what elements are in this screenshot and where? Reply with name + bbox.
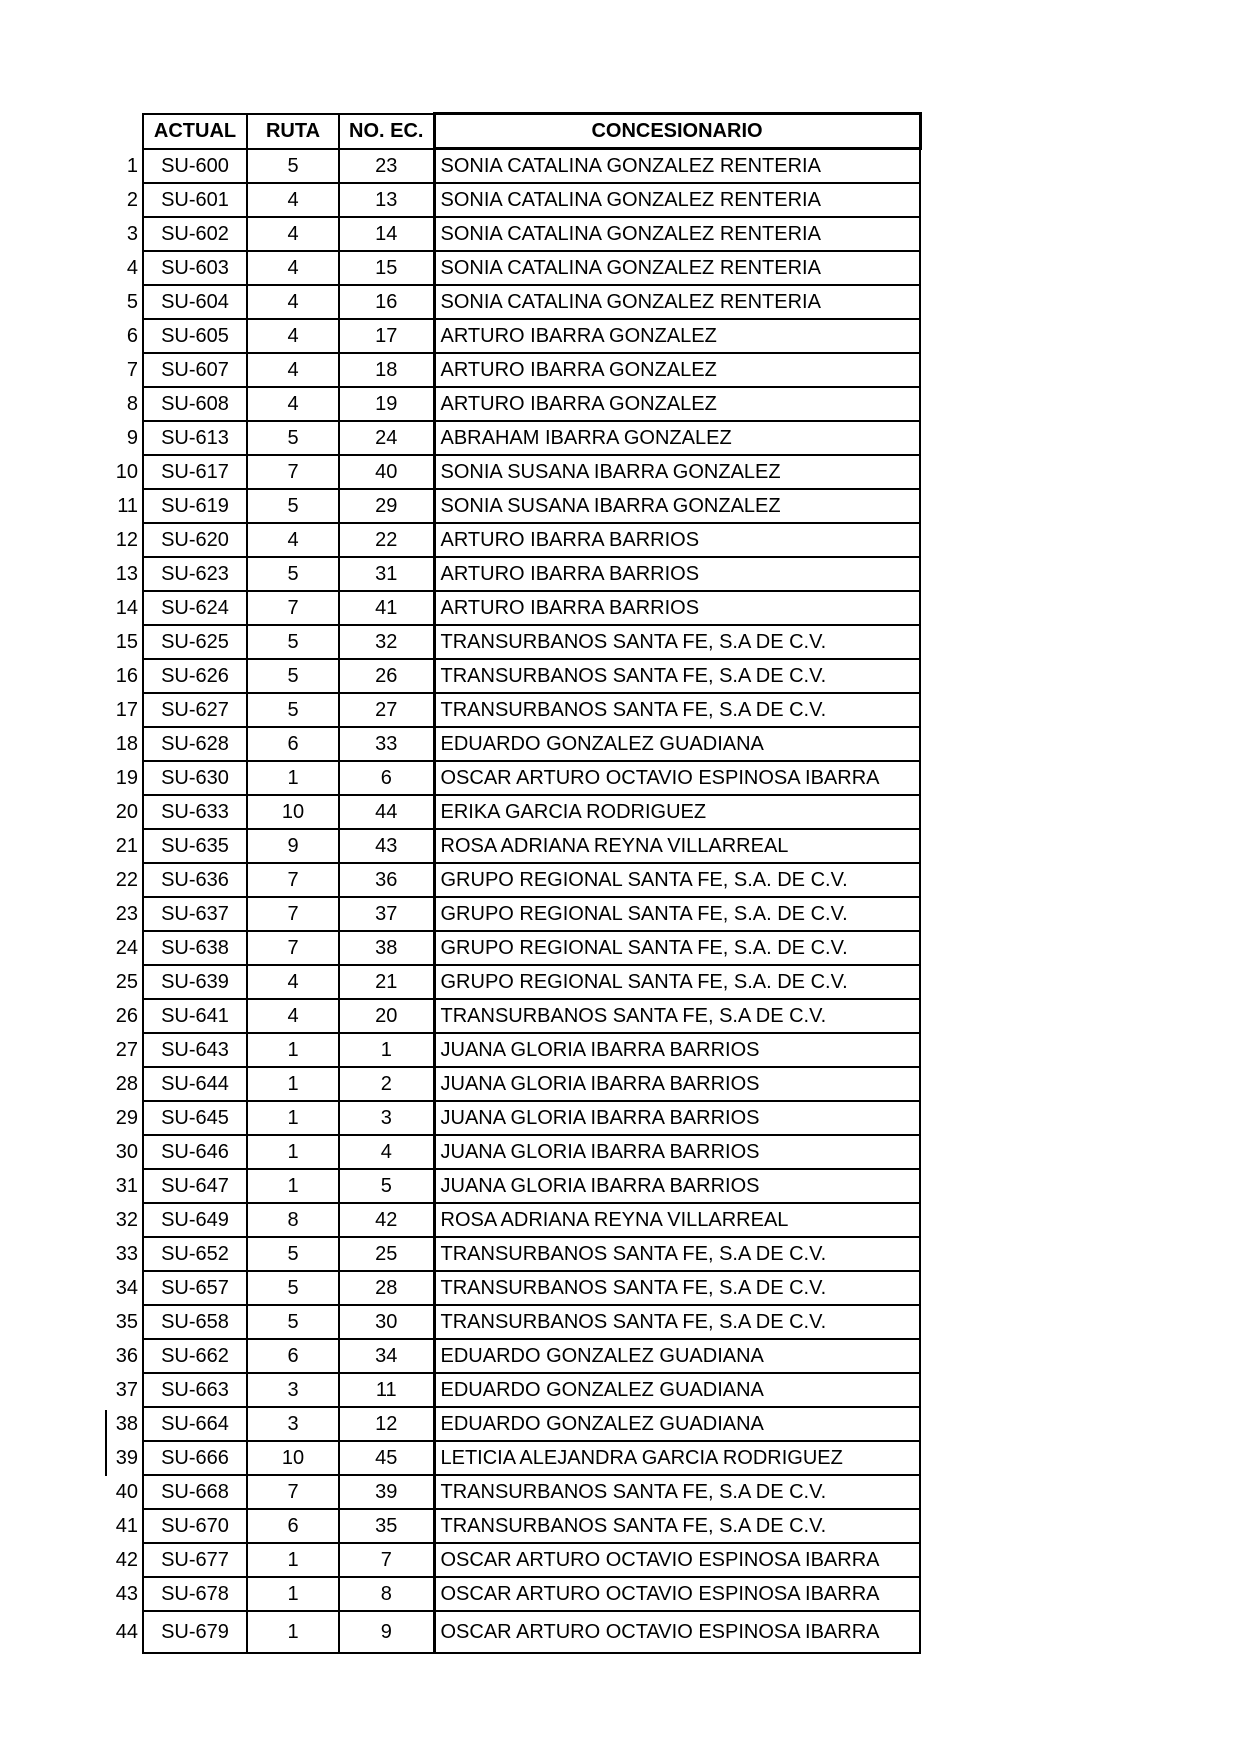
cell-no-ec: 1 <box>339 1033 434 1067</box>
cell-no-ec: 24 <box>339 421 434 455</box>
cell-no-ec: 22 <box>339 523 434 557</box>
cell-ruta: 1 <box>247 1543 339 1577</box>
cell-concesionario: JUANA GLORIA IBARRA BARRIOS <box>434 1067 920 1101</box>
row-number: 34 <box>115 1277 138 1299</box>
cell-actual: SU-613 <box>143 421 247 455</box>
cell-actual: SU-600 <box>143 149 247 184</box>
cell-actual: SU-641 <box>143 999 247 1033</box>
row-number: 23 <box>115 903 138 925</box>
cell-ruta: 7 <box>247 863 339 897</box>
row-number: 26 <box>115 1005 138 1027</box>
cell-no-ec: 38 <box>339 931 434 965</box>
cell-actual: SU-637 <box>143 897 247 931</box>
row-number: 5 <box>126 291 138 313</box>
row-number: 6 <box>126 325 138 347</box>
cell-concesionario: ARTURO IBARRA GONZALEZ <box>434 387 920 421</box>
cell-no-ec: 19 <box>339 387 434 421</box>
table-row <box>105 1237 920 1271</box>
cell-concesionario: SONIA CATALINA GONZALEZ RENTERIA <box>434 217 920 251</box>
cell-no-ec: 3 <box>339 1101 434 1135</box>
cell-actual: SU-605 <box>143 319 247 353</box>
cell-no-ec: 7 <box>339 1543 434 1577</box>
cell-ruta: 10 <box>247 795 339 829</box>
table-row <box>105 217 920 251</box>
cell-no-ec: 9 <box>339 1611 434 1653</box>
table-row <box>105 897 920 931</box>
cell-no-ec: 32 <box>339 625 434 659</box>
cell-actual: SU-633 <box>143 795 247 829</box>
table-row <box>105 659 920 693</box>
table-row <box>105 353 920 387</box>
cell-ruta: 4 <box>247 999 339 1033</box>
row-number: 41 <box>115 1515 138 1537</box>
cell-ruta: 5 <box>247 693 339 727</box>
header-no-ec: NO. EC. <box>339 114 434 149</box>
cell-no-ec: 43 <box>339 829 434 863</box>
cell-ruta: 5 <box>247 1237 339 1271</box>
cell-no-ec: 26 <box>339 659 434 693</box>
cell-concesionario: TRANSURBANOS SANTA FE, S.A DE C.V. <box>434 1305 920 1339</box>
cell-ruta: 9 <box>247 829 339 863</box>
cell-concesionario: ARTURO IBARRA BARRIOS <box>434 591 920 625</box>
cell-ruta: 4 <box>247 965 339 999</box>
cell-concesionario: ARTURO IBARRA BARRIOS <box>434 557 920 591</box>
cell-ruta: 5 <box>247 489 339 523</box>
cell-concesionario: LETICIA ALEJANDRA GARCIA RODRIGUEZ <box>434 1441 920 1475</box>
row-number: 31 <box>115 1175 138 1197</box>
cell-concesionario: JUANA GLORIA IBARRA BARRIOS <box>434 1033 920 1067</box>
table-row <box>105 149 920 184</box>
cell-ruta: 1 <box>247 1135 339 1169</box>
cell-ruta: 5 <box>247 625 339 659</box>
cell-concesionario: ABRAHAM IBARRA GONZALEZ <box>434 421 920 455</box>
cell-no-ec: 23 <box>339 149 434 184</box>
cell-ruta: 7 <box>247 1475 339 1509</box>
cell-ruta: 6 <box>247 727 339 761</box>
cell-ruta: 1 <box>247 761 339 795</box>
cell-concesionario: SONIA CATALINA GONZALEZ RENTERIA <box>434 183 920 217</box>
cell-concesionario: OSCAR ARTURO OCTAVIO ESPINOSA IBARRA <box>434 1543 920 1577</box>
row-number: 42 <box>115 1549 138 1571</box>
header-row <box>105 114 920 149</box>
table-row <box>105 1543 920 1577</box>
cell-concesionario: SONIA SUSANA IBARRA GONZALEZ <box>434 489 920 523</box>
table-row <box>105 1475 920 1509</box>
row-number: 24 <box>115 937 138 959</box>
cell-ruta: 3 <box>247 1407 339 1441</box>
cell-actual: SU-664 <box>143 1407 247 1441</box>
cell-no-ec: 35 <box>339 1509 434 1543</box>
cell-no-ec: 40 <box>339 455 434 489</box>
cell-concesionario: ERIKA GARCIA RODRIGUEZ <box>434 795 920 829</box>
cell-ruta: 1 <box>247 1577 339 1611</box>
row-number: 13 <box>115 563 138 585</box>
cell-ruta: 10 <box>247 1441 339 1475</box>
table-row <box>105 1373 920 1407</box>
cell-concesionario: TRANSURBANOS SANTA FE, S.A DE C.V. <box>434 1237 920 1271</box>
cell-ruta: 1 <box>247 1067 339 1101</box>
cell-concesionario: EDUARDO GONZALEZ GUADIANA <box>434 1407 920 1441</box>
cell-concesionario: TRANSURBANOS SANTA FE, S.A DE C.V. <box>434 693 920 727</box>
cell-no-ec: 16 <box>339 285 434 319</box>
cell-ruta: 1 <box>247 1101 339 1135</box>
row-number: 7 <box>126 359 138 381</box>
cell-actual: SU-643 <box>143 1033 247 1067</box>
row-number: 1 <box>126 154 138 177</box>
row-number: 43 <box>115 1583 138 1605</box>
cell-ruta: 4 <box>247 387 339 421</box>
cell-no-ec: 6 <box>339 761 434 795</box>
table-row <box>105 829 920 863</box>
concession-table <box>105 112 922 1654</box>
row-number: 21 <box>115 835 138 857</box>
cell-actual: SU-601 <box>143 183 247 217</box>
cell-actual: SU-638 <box>143 931 247 965</box>
cell-concesionario: TRANSURBANOS SANTA FE, S.A DE C.V. <box>434 659 920 693</box>
header-ruta: RUTA <box>247 114 339 149</box>
table-row <box>105 931 920 965</box>
cell-no-ec: 12 <box>339 1407 434 1441</box>
cell-no-ec: 27 <box>339 693 434 727</box>
row-number: 12 <box>115 529 138 551</box>
cell-actual: SU-636 <box>143 863 247 897</box>
cell-ruta: 5 <box>247 421 339 455</box>
cell-ruta: 5 <box>247 557 339 591</box>
cell-concesionario: TRANSURBANOS SANTA FE, S.A DE C.V. <box>434 1475 920 1509</box>
cell-no-ec: 2 <box>339 1067 434 1101</box>
table-row <box>105 1169 920 1203</box>
cell-concesionario: TRANSURBANOS SANTA FE, S.A DE C.V. <box>434 999 920 1033</box>
cell-concesionario: GRUPO REGIONAL SANTA FE, S.A. DE C.V. <box>434 897 920 931</box>
cell-actual: SU-658 <box>143 1305 247 1339</box>
cell-ruta: 7 <box>247 931 339 965</box>
table-row <box>105 1135 920 1169</box>
table-row <box>105 523 920 557</box>
table-row <box>105 863 920 897</box>
table-row <box>105 489 920 523</box>
cell-no-ec: 13 <box>339 183 434 217</box>
cell-no-ec: 21 <box>339 965 434 999</box>
cell-concesionario: SONIA CATALINA GONZALEZ RENTERIA <box>434 251 920 285</box>
table-row <box>105 1577 920 1611</box>
cell-concesionario: EDUARDO GONZALEZ GUADIANA <box>434 727 920 761</box>
table-row <box>105 251 920 285</box>
cell-ruta: 1 <box>247 1169 339 1203</box>
table-row <box>105 591 920 625</box>
header-actual: ACTUAL <box>143 114 247 149</box>
table-row <box>105 183 920 217</box>
cell-concesionario: GRUPO REGIONAL SANTA FE, S.A. DE C.V. <box>434 965 920 999</box>
cell-ruta: 6 <box>247 1509 339 1543</box>
cell-ruta: 3 <box>247 1373 339 1407</box>
cell-actual: SU-608 <box>143 387 247 421</box>
table-row <box>105 1509 920 1543</box>
cell-actual: SU-617 <box>143 455 247 489</box>
cell-ruta: 1 <box>247 1033 339 1067</box>
cell-concesionario: TRANSURBANOS SANTA FE, S.A DE C.V. <box>434 1271 920 1305</box>
cell-concesionario: OSCAR ARTURO OCTAVIO ESPINOSA IBARRA <box>434 761 920 795</box>
cell-ruta: 8 <box>247 1203 339 1237</box>
row-number: 9 <box>126 427 138 449</box>
row-number: 22 <box>115 869 138 891</box>
cell-actual: SU-662 <box>143 1339 247 1373</box>
table-row <box>105 1339 920 1373</box>
cell-concesionario: EDUARDO GONZALEZ GUADIANA <box>434 1373 920 1407</box>
row-number: 28 <box>115 1073 138 1095</box>
table-row <box>105 795 920 829</box>
cell-ruta: 5 <box>247 659 339 693</box>
cell-actual: SU-624 <box>143 591 247 625</box>
cell-actual: SU-635 <box>143 829 247 863</box>
cell-no-ec: 8 <box>339 1577 434 1611</box>
cell-concesionario: SONIA SUSANA IBARRA GONZALEZ <box>434 455 920 489</box>
cell-no-ec: 39 <box>339 1475 434 1509</box>
cell-no-ec: 42 <box>339 1203 434 1237</box>
row-number: 2 <box>126 189 138 211</box>
cell-concesionario: OSCAR ARTURO OCTAVIO ESPINOSA IBARRA <box>434 1577 920 1611</box>
row-number: 35 <box>115 1311 138 1333</box>
row-number: 17 <box>115 699 138 721</box>
cell-concesionario: ROSA ADRIANA REYNA VILLARREAL <box>434 1203 920 1237</box>
table-row <box>105 1611 920 1653</box>
table-row <box>105 999 920 1033</box>
cell-actual: SU-620 <box>143 523 247 557</box>
row-number: 14 <box>115 597 138 619</box>
cell-ruta: 4 <box>247 319 339 353</box>
cell-no-ec: 44 <box>339 795 434 829</box>
cell-no-ec: 4 <box>339 1135 434 1169</box>
table-row <box>105 625 920 659</box>
cell-concesionario: JUANA GLORIA IBARRA BARRIOS <box>434 1169 920 1203</box>
row-number: 27 <box>115 1039 138 1061</box>
row-number: 20 <box>115 801 138 823</box>
cell-no-ec: 41 <box>339 591 434 625</box>
table-row <box>105 285 920 319</box>
cell-no-ec: 33 <box>339 727 434 761</box>
row-number: 40 <box>115 1481 138 1503</box>
row-number: 19 <box>115 767 138 789</box>
cell-ruta: 4 <box>247 217 339 251</box>
cell-actual: SU-652 <box>143 1237 247 1271</box>
table-row <box>105 387 920 421</box>
row-number: 36 <box>115 1345 138 1367</box>
cell-actual: SU-649 <box>143 1203 247 1237</box>
header-concesionario: CONCESIONARIO <box>434 114 920 149</box>
cell-concesionario: JUANA GLORIA IBARRA BARRIOS <box>434 1135 920 1169</box>
row-number: 29 <box>115 1107 138 1129</box>
cell-ruta: 5 <box>247 149 339 184</box>
cell-no-ec: 28 <box>339 1271 434 1305</box>
cell-no-ec: 36 <box>339 863 434 897</box>
table-row <box>105 1067 920 1101</box>
cell-actual: SU-623 <box>143 557 247 591</box>
cell-actual: SU-677 <box>143 1543 247 1577</box>
cell-actual: SU-603 <box>143 251 247 285</box>
row-number: 38 <box>115 1413 138 1435</box>
cell-ruta: 4 <box>247 285 339 319</box>
cell-ruta: 5 <box>247 1271 339 1305</box>
table-row <box>105 421 920 455</box>
row-number: 10 <box>115 461 138 483</box>
cell-no-ec: 31 <box>339 557 434 591</box>
cell-concesionario: SONIA CATALINA GONZALEZ RENTERIA <box>434 149 920 184</box>
row-number: 33 <box>115 1243 138 1265</box>
cell-concesionario: ARTURO IBARRA BARRIOS <box>434 523 920 557</box>
cell-no-ec: 30 <box>339 1305 434 1339</box>
row-number: 4 <box>126 257 138 279</box>
row-number: 30 <box>115 1141 138 1163</box>
cell-actual: SU-663 <box>143 1373 247 1407</box>
cell-ruta: 4 <box>247 523 339 557</box>
table-row <box>105 727 920 761</box>
cell-actual: SU-607 <box>143 353 247 387</box>
cell-actual: SU-627 <box>143 693 247 727</box>
cell-ruta: 4 <box>247 251 339 285</box>
row-number: 15 <box>115 631 138 653</box>
table-row <box>105 1271 920 1305</box>
cell-ruta: 5 <box>247 1305 339 1339</box>
cell-concesionario: EDUARDO GONZALEZ GUADIANA <box>434 1339 920 1373</box>
table-row <box>105 693 920 727</box>
table-row <box>105 965 920 999</box>
cell-actual: SU-630 <box>143 761 247 795</box>
cell-actual: SU-666 <box>143 1441 247 1475</box>
row-number: 11 <box>117 495 138 517</box>
cell-no-ec: 15 <box>339 251 434 285</box>
table-row <box>105 319 920 353</box>
cell-actual: SU-639 <box>143 965 247 999</box>
cell-ruta: 7 <box>247 591 339 625</box>
cell-concesionario: SONIA CATALINA GONZALEZ RENTERIA <box>434 285 920 319</box>
cell-concesionario: TRANSURBANOS SANTA FE, S.A DE C.V. <box>434 625 920 659</box>
cell-actual: SU-626 <box>143 659 247 693</box>
cell-no-ec: 14 <box>339 217 434 251</box>
cell-actual: SU-628 <box>143 727 247 761</box>
row-number: 44 <box>115 1621 138 1643</box>
cell-actual: SU-602 <box>143 217 247 251</box>
cell-concesionario: ROSA ADRIANA REYNA VILLARREAL <box>434 829 920 863</box>
row-number-header <box>105 114 143 149</box>
cell-actual: SU-604 <box>143 285 247 319</box>
table-row <box>105 1407 920 1441</box>
cell-no-ec: 11 <box>339 1373 434 1407</box>
row-number: 18 <box>115 733 138 755</box>
cell-actual: SU-625 <box>143 625 247 659</box>
cell-no-ec: 25 <box>339 1237 434 1271</box>
cell-concesionario: GRUPO REGIONAL SANTA FE, S.A. DE C.V. <box>434 863 920 897</box>
cell-actual: SU-678 <box>143 1577 247 1611</box>
cell-actual: SU-668 <box>143 1475 247 1509</box>
cell-no-ec: 34 <box>339 1339 434 1373</box>
cell-concesionario: JUANA GLORIA IBARRA BARRIOS <box>434 1101 920 1135</box>
cell-no-ec: 45 <box>339 1441 434 1475</box>
table-row <box>105 761 920 795</box>
table-row <box>105 1441 920 1475</box>
cell-no-ec: 17 <box>339 319 434 353</box>
cell-ruta: 7 <box>247 455 339 489</box>
row-number: 39 <box>115 1447 138 1469</box>
cell-actual: SU-619 <box>143 489 247 523</box>
cell-ruta: 6 <box>247 1339 339 1373</box>
cell-no-ec: 37 <box>339 897 434 931</box>
cell-actual: SU-657 <box>143 1271 247 1305</box>
cell-actual: SU-646 <box>143 1135 247 1169</box>
table-row <box>105 455 920 489</box>
table-row <box>105 1203 920 1237</box>
table-row <box>105 1033 920 1067</box>
cell-no-ec: 18 <box>339 353 434 387</box>
cell-ruta: 4 <box>247 183 339 217</box>
cell-actual: SU-644 <box>143 1067 247 1101</box>
cell-no-ec: 20 <box>339 999 434 1033</box>
cell-ruta: 1 <box>247 1611 339 1653</box>
table-row <box>105 557 920 591</box>
table-row <box>105 1101 920 1135</box>
cell-actual: SU-670 <box>143 1509 247 1543</box>
row-number: 16 <box>115 665 138 687</box>
cell-no-ec: 5 <box>339 1169 434 1203</box>
row-number: 37 <box>115 1379 138 1401</box>
cell-actual: SU-645 <box>143 1101 247 1135</box>
table-row <box>105 1305 920 1339</box>
row-number: 25 <box>115 971 138 993</box>
cell-actual: SU-679 <box>143 1611 247 1653</box>
row-number: 32 <box>115 1209 138 1231</box>
cell-actual: SU-647 <box>143 1169 247 1203</box>
cell-concesionario: TRANSURBANOS SANTA FE, S.A DE C.V. <box>434 1509 920 1543</box>
row-number: 8 <box>126 393 138 415</box>
cell-concesionario: ARTURO IBARRA GONZALEZ <box>434 319 920 353</box>
cell-concesionario: ARTURO IBARRA GONZALEZ <box>434 353 920 387</box>
row-number: 3 <box>126 223 138 245</box>
selection-bracket <box>105 1410 107 1476</box>
cell-concesionario: GRUPO REGIONAL SANTA FE, S.A. DE C.V. <box>434 931 920 965</box>
cell-ruta: 4 <box>247 353 339 387</box>
cell-ruta: 7 <box>247 897 339 931</box>
cell-no-ec: 29 <box>339 489 434 523</box>
cell-concesionario: OSCAR ARTURO OCTAVIO ESPINOSA IBARRA <box>434 1611 920 1653</box>
